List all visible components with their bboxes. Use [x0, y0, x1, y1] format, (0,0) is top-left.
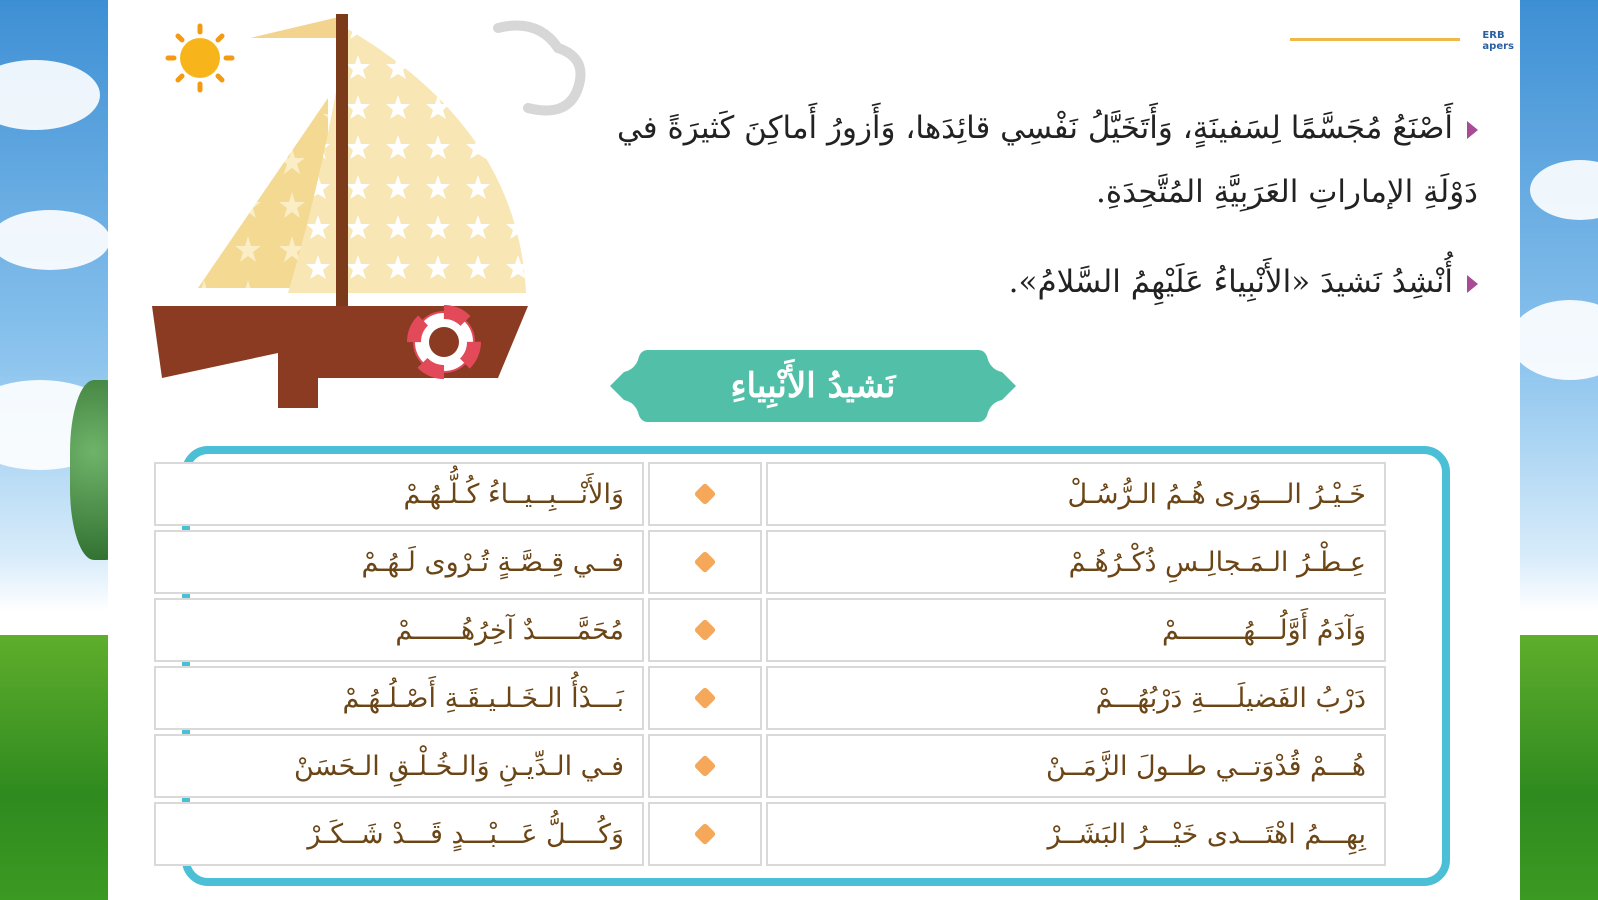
poem-verse-left: فـي الـدِّيـنِ وَالـخُـلْـقِ الـحَسَنْ: [154, 734, 644, 798]
poem-title: نَشيدُ الأَنْبِياءِ: [730, 366, 896, 406]
brand-line: [1290, 38, 1460, 41]
poem-verse-left: وَكُــــلُّ عَـــبْـــدٍ قَـــدْ شَــكَـرْ: [154, 802, 644, 866]
sun-icon: [168, 26, 232, 90]
poem-verse-right: دَرْبُ الفَضيلَــــةِ دَرْبُهُـــمْ: [766, 666, 1386, 730]
diamond-icon: [694, 755, 717, 778]
poem-verse-right: وَآدَمُ أَوَّلُـــهُــــــــمْ: [766, 598, 1386, 662]
big-sail: [288, 28, 526, 293]
verse-separator: [648, 462, 762, 526]
poem-row: [154, 802, 1386, 866]
instruction-paragraph-2: [608, 250, 1478, 314]
instruction-text: أَصْنَعُ مُجَسَّمًا لِسَفينَةٍ، وَأَتَخَيَّلُ نَفْسِي قائِدَها، وَأَزورُ أَماكِنَ كَثيرَةً في دَوْلَةِ الإماراتِ العَرَبِيَّةِ المُتَّحِدَةِ.: [616, 110, 1478, 210]
verse-separator: [648, 666, 762, 730]
brand-watermark: ERB apers: [1482, 30, 1514, 52]
poem-verse-left: مُحَمَّـــــدٌ آخِرُهُــــــمْ: [154, 598, 644, 662]
poem-row: [154, 462, 1386, 526]
diamond-icon: [694, 687, 717, 710]
poem-row: [154, 530, 1386, 594]
poem-verse-right: خَـيْـرُ الـــوَرى هُـمُ الـرُّسُـلْ: [766, 462, 1386, 526]
instruction-text: أُنْشِدُ نَشيدَ «الأَنْبِياءُ عَلَيْهِمُ السَّلامُ».: [1008, 264, 1453, 300]
diamond-icon: [694, 823, 717, 846]
cloud-outline-icon: [498, 26, 581, 111]
verse-separator: [648, 530, 762, 594]
poem-verse-left: وَالأَنْـــبِــيــاءُ كُـلُّـهُـمْ: [154, 462, 644, 526]
poem-title-banner: [608, 346, 1018, 426]
diamond-icon: [694, 483, 717, 506]
flag-shape: [250, 16, 343, 38]
verse-separator: [648, 802, 762, 866]
poem-verse-right: بِهِـــمُ اهْتَـــدى خَيْـــرُ البَشَــرْ: [766, 802, 1386, 866]
background-right: [1520, 0, 1598, 900]
mast-shape: [336, 14, 348, 314]
verse-separator: [648, 598, 762, 662]
poem-verse-left: بَـــدْأُ الـخَـلـيـقَـةِ أَصْـلُـهُـمْ: [154, 666, 644, 730]
background-left: [0, 0, 108, 900]
lifebuoy-icon: [414, 312, 474, 372]
instruction-paragraph-1: [608, 96, 1478, 224]
verse-separator: [648, 734, 762, 798]
poem-verse-right: هُـــمْ قُدْوَتــي طــولَ الزَّمَــنْ: [766, 734, 1386, 798]
cloud-shape: [1520, 300, 1598, 380]
diamond-icon: [694, 551, 717, 574]
bullet-triangle-icon: [1467, 275, 1478, 293]
cloud-shape: [0, 210, 108, 270]
poem-verse-left: فــي قِـصَّـةٍ تُـرْوى لَـهُـمْ: [154, 530, 644, 594]
diamond-icon: [694, 619, 717, 642]
poem-row: [154, 666, 1386, 730]
bullet-triangle-icon: [1467, 121, 1478, 139]
poem-verse-right: عِـطْـرُ الـمَـجالِـسِ ذُكْـرُهُـمْ: [766, 530, 1386, 594]
tree-illustration: [70, 380, 108, 560]
poem-row: [154, 734, 1386, 798]
poem-row: [154, 598, 1386, 662]
sailboat-illustration: [138, 8, 608, 428]
